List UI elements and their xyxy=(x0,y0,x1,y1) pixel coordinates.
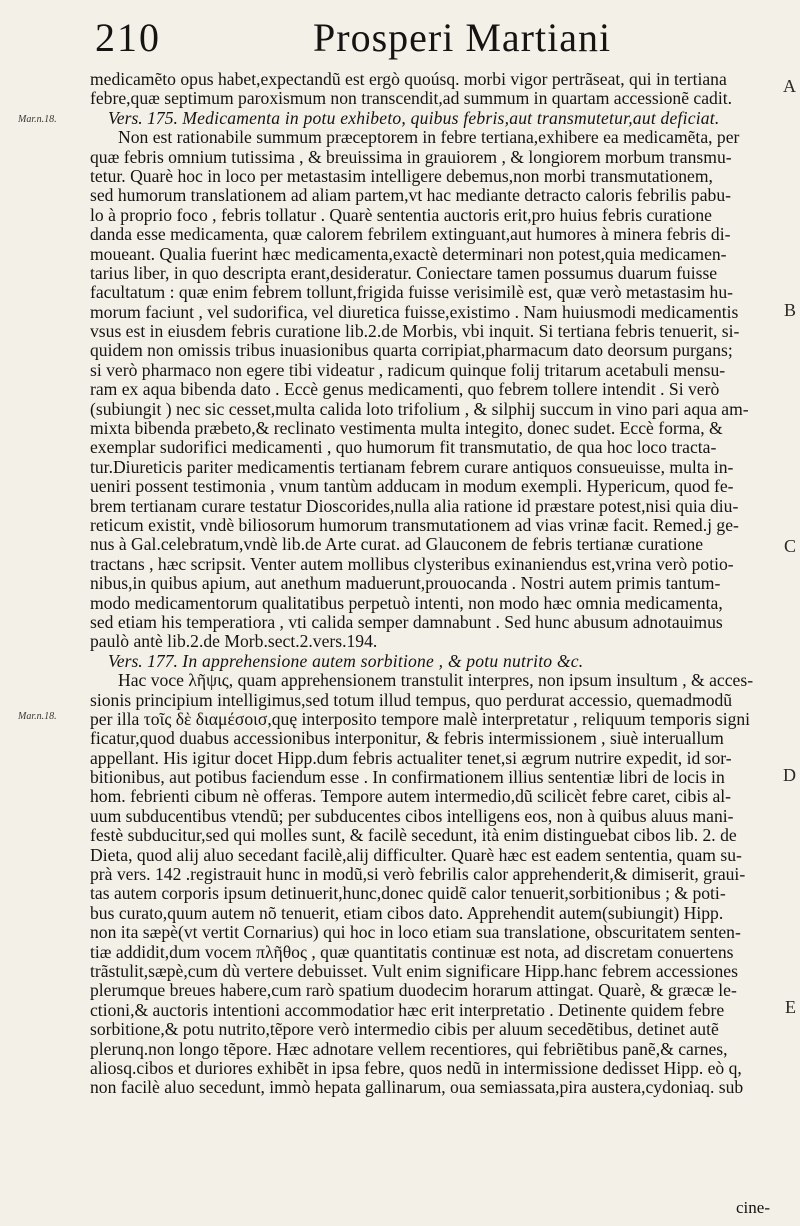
text-line: tiæ addidit,dum vocem πλῆθος , quæ quantitatis continuæ est nota, ad discretam conuertens xyxy=(90,942,734,962)
margin-letter-c: C xyxy=(783,536,796,556)
text-line: sed humorum translationem ad aliam partem,vt hac mediante detracto caloris febrilis pabu- xyxy=(90,186,731,206)
text-line: moueant. Qualia fuerint hæc medicamenta,exactè determinari non potest,quia medicamen- xyxy=(90,244,727,264)
page-header xyxy=(95,14,775,68)
text-line: modo medicamentorum qualitatibus perpetuò intenti, non modo hæc omnia medicamenta, xyxy=(90,593,723,613)
margin-letter-b: B xyxy=(783,300,796,320)
verse-number: Vers. 175. xyxy=(108,108,178,128)
text-line: sionis principium intelligimus,sed totum illud tempus, quo perdurat accessio, quemadmodũ xyxy=(90,690,733,710)
text-line: vsus est in eiusdem febris curatione lib.2.de Morbis, vbi inquit. Si tertiana febris tenuerit, si- xyxy=(90,322,740,342)
text-line: Dieta, quod alij aluo secedant facilè,alij difficulter. Quarè hæc est eadem sententia, quam su- xyxy=(90,845,742,865)
text-line: nus à Gal.celebratum,vndè lib.de Arte curat. ad Glauconem de febris tertianæ curatione xyxy=(90,535,704,555)
text-line: medicamẽto opus habet,expectandũ est ergò quoúsq. morbi vigor pertrãseat, qui in tertiana xyxy=(90,70,727,89)
text-line: tur.Diureticis pariter medicamentis tertianam febrem curare antiquos consueuisse, multa in- xyxy=(90,457,734,477)
text-line: plerumque breues habere,cum rarò spatium duodecim horarum attingat. Quarè, & græcæ le- xyxy=(90,981,737,1001)
text-line: hom. febrienti cibum nè offeras. Tempore autem intermedio,dũ scilicèt febre caret, cibis al- xyxy=(90,787,732,807)
verse-lemma-line xyxy=(90,652,782,671)
page-body xyxy=(90,70,782,1098)
text-line: brem tertianam curare testatur Dioscorides,nulla alia ratione id præstare potest,nisi quia diu- xyxy=(90,496,739,516)
verse-number: Vers. 177. xyxy=(108,651,178,671)
text-line: paulò antè lib.2.de Morb.sect.2.vers.194. xyxy=(90,632,378,652)
running-title: Prosperi Martiani xyxy=(313,15,612,60)
text-line: bus curato,quum autem nõ tenuerit, etiam cibos dato. Apprehendit autem(subiungit) Hipp. xyxy=(90,903,724,923)
margin-note-1: Mar.n.18. xyxy=(18,114,57,125)
page-number: 210 xyxy=(95,15,161,60)
margin-letter-d: D xyxy=(783,765,796,785)
text-line: facultatum : quæ enim febrem tollunt,frigida fuisse verisimilè est, quæ verò metastasim hu- xyxy=(90,283,734,303)
catchword: cine- xyxy=(736,1198,770,1217)
text-line: mixta bibenda præbeto,& reclinato vestimenta multa integito, donec sudet. Eccè forma, & xyxy=(90,419,723,439)
text-line: ueniri possent testimonia , vnum tantùm adducam in modum exempli. Hypericum, quod fe- xyxy=(90,477,734,497)
text-line: sorbitione,& potu nutrito,tẽpore verò intermedio cibis per aluum secedẽtibus, detinet autẽ xyxy=(90,1020,719,1040)
text-line: tas autem corporis ipsum detinuerit,hunc,donec quidẽ calor tenuerit,sorbitionibus ; & poti- xyxy=(90,884,726,904)
margin-letter-a: A xyxy=(783,76,796,96)
verse-lemma-line xyxy=(90,109,782,128)
text-line: trãstulit,sæpè,cum dù vertere debuisset. Vult enim significare Hipp.hanc febrem accessiones xyxy=(90,961,738,981)
text-line: uum subducentibus vtendũ; per subducentes cibos intelligens eos, non à quibus aluus mani- xyxy=(90,806,734,826)
text-line: nibus,in quibus apium, aut anethum maduerunt,prouocanda . Nostri autem primis tantum- xyxy=(90,574,721,594)
text-line: sed etiam his temperatiora , vti calida semper damnabunt . Sed hunc abusum adnotauimus xyxy=(90,612,723,632)
text-line: non facilè aluo secedunt, immò hepata gallinarum, oua semiassata,pira austera,cydoniaq. sub xyxy=(90,1078,744,1098)
text-line: tetur. Quarè hoc in loco per metastasim intelligere debemus,non morbi transmutationem, xyxy=(90,166,713,186)
verse-text: In apprehensione autem sorbitione , & potu nutrito &c. xyxy=(182,651,584,671)
text-line: per illa τοῖς δὲ διαμέσοισ,quę interposito tempore malè interpretatur , reliquum temporis signi xyxy=(90,709,751,729)
text-line: festè subducitur,sed qui molles sunt, & facilè secedunt, ità enim distinguebat cibos lib. 2. de xyxy=(90,826,737,846)
text-line: morum faciunt , vel sudorifica, vel diuretica fuisse,existimo . Nam huiusmodi medicamentis xyxy=(90,302,739,322)
margin-letter-e: E xyxy=(785,997,796,1017)
verse-text: Medicamenta in potu exhibeto, quibus febris,aut transmutetur,aut deficiat. xyxy=(182,108,720,128)
text-line: non ita sæpè(vt vertit Cornarius) qui hoc in loco etiam sua translatione, obscuritatem senten- xyxy=(90,923,741,943)
text-line: si verò pharmaco non egere tibi videatur , radicum quinque folij tritarum acetabuli mensu- xyxy=(90,360,726,380)
text-line: danda esse medicamenta, quæ calorem febrilem extinguant,aut humores à minera febris di- xyxy=(90,225,731,245)
text-line: lo à proprio foco , febris tollatur . Quarè sententia auctoris erit,pro huius febris curatione xyxy=(90,205,712,225)
text-line: exemplar sudorifici medicamenti , quo humorum fit transmutatio, de qua hoc loco tracta- xyxy=(90,438,717,458)
text-line: quæ febris omnium tutissima , & breuissima in grauiorem , & longiorem morbum transmu- xyxy=(90,147,732,167)
text-line: febre,quæ septimum paroxismum non transcendit,ad summum in quartam accessionẽ cadit. xyxy=(90,89,733,109)
text-line: quidem non omissis tribus inuasionibus quarta corripiat,pharmacum dato deorsum purgans; xyxy=(90,341,733,361)
text-line: ram ex aqua bibenda dato . Eccè genus medicamenti, quo febrem tollere intendit . Si verò xyxy=(90,380,720,400)
text-line: tarius liber, in quo descripta erant,desideratur. Coniectare tamen possumus duarum fuisse xyxy=(90,263,718,283)
text-line: (subiungit ) nec sic cesset,multa calida loto trifolium , & silphij succum in vino pari aqua am- xyxy=(90,399,749,419)
text-line: ctioni,& auctoris intentioni accommodatior hæc erit interpretatio . Detinente quidem febre xyxy=(90,1000,725,1020)
text-line: plerunq.non longo tẽpore. Hæc adnotare vellem recentiores, qui febriẽtibus panẽ,& carnes, xyxy=(90,1039,728,1059)
text-line: appellant. His igitur docet Hipp.dum febris actualiter tenet,si ægrum nutrire expedit, id sor- xyxy=(90,748,732,768)
text-line: prà vers. 142 .registrauit hunc in modũ,si verò febrilis calor apprehenderit,& dimiserit, graui- xyxy=(90,865,746,885)
text-line: ficatur,quod duabus accessionibus interponitur, & febris intermissionem , siuè interuallum xyxy=(90,729,724,749)
text-line: reticum existit, vndè biliosorum humorum transmutationem ad vias vrinæ facit. Remed.j ge- xyxy=(90,515,739,535)
text-line: Non est rationabile summum præceptorem in febre tertiana,exhibere ea medicamẽta, per xyxy=(118,128,740,148)
text-line: tractans , hæc scripsit. Venter autem mollibus clysteribus exinaniendus est,vrina verò potio- xyxy=(90,554,734,574)
text-line: bitionibus, aut potibus faciendum esse . In confirmationem illius sententiæ libri de locis in xyxy=(90,768,725,788)
margin-note-2: Mar.n.18. xyxy=(18,711,57,722)
text-line: aliosq.cibos et duriores exhibẽt in ipsa febre, quos nedũ in intermissione dedisset Hipp. eò q, xyxy=(90,1058,742,1078)
text-line: Hac voce λῆψις, quam apprehensionem transtulit interpres, non ipsum insultum , & acces- xyxy=(118,671,754,691)
